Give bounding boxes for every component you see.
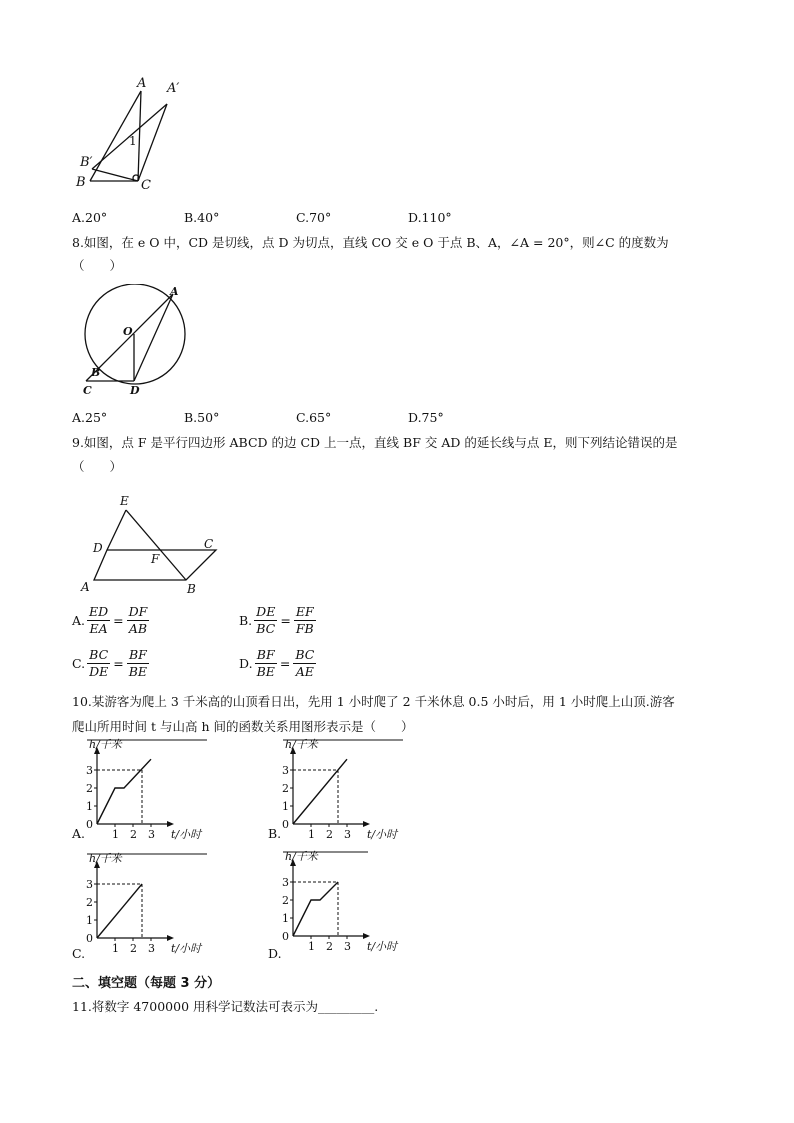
q7-label-B-prime: B′ bbox=[80, 155, 93, 170]
q9-option-d-frac2 bbox=[293, 647, 316, 680]
x-axis-label: t/小时 bbox=[171, 942, 202, 955]
q9-option-a-frac1 bbox=[87, 604, 110, 637]
equals-sign: = bbox=[279, 656, 291, 671]
x-tick-label: 1 bbox=[308, 940, 315, 953]
q8-figure bbox=[78, 284, 198, 400]
function-line bbox=[293, 759, 347, 824]
q9-option-a-frac2 bbox=[127, 604, 150, 637]
q9-option-c-frac1 bbox=[87, 647, 110, 680]
numerator: ED bbox=[89, 604, 109, 619]
x-axis-label: t/小时 bbox=[367, 828, 398, 841]
q7-segment-B-primeC bbox=[92, 169, 138, 181]
x-axis-arrow bbox=[167, 821, 174, 827]
x-tick-label: 1 bbox=[112, 942, 119, 955]
x-axis-arrow bbox=[363, 933, 370, 939]
q9-option-a[interactable] bbox=[72, 604, 149, 637]
x-tick-label: 1 bbox=[112, 828, 119, 841]
function-line bbox=[293, 882, 338, 936]
y-axis-label: h/千米 bbox=[285, 850, 318, 863]
q8-segment-AD bbox=[134, 294, 173, 381]
q9-option-b-frac2 bbox=[294, 604, 316, 637]
q8-option-b[interactable]: B.50° bbox=[184, 410, 220, 425]
function-line bbox=[97, 884, 142, 938]
q7-segment-A-primeC bbox=[138, 104, 167, 181]
y-axis-label: h/千米 bbox=[285, 738, 318, 751]
q9-segment-EB bbox=[126, 510, 186, 580]
q9-option-c-frac2 bbox=[127, 647, 149, 680]
q9-option-b[interactable] bbox=[239, 604, 316, 637]
x-tick-label: 3 bbox=[148, 942, 155, 955]
q11-text: 11.将数字 4700000 用科学记数法可表示为 bbox=[72, 999, 318, 1014]
q8-option-d[interactable]: D.75° bbox=[408, 410, 444, 425]
y-tick-label: 1 bbox=[86, 800, 93, 813]
q7-figure bbox=[70, 74, 190, 194]
q8-label-O: O bbox=[123, 325, 133, 338]
x-tick-label: 3 bbox=[344, 828, 351, 841]
y-tick-label: 3 bbox=[282, 876, 289, 889]
numerator: BF bbox=[128, 647, 147, 662]
q9-stem: 9.如图，点 F 是平行四边形 ABCD 的边 CD 上一点，直线 BF 交 AD 的延长线与点 E，则下列结论错误的是 bbox=[72, 435, 678, 450]
q8-label-B: B bbox=[91, 366, 101, 379]
function-line bbox=[97, 759, 151, 824]
y-tick-label: 0 bbox=[86, 818, 93, 831]
x-tick-label: 2 bbox=[130, 942, 137, 955]
denominator: AB bbox=[128, 621, 148, 636]
q9-option-c-label: C. bbox=[72, 656, 86, 671]
q8-option-a[interactable]: A.25° bbox=[72, 410, 108, 425]
y-tick-label: 1 bbox=[86, 914, 93, 927]
y-tick-label: 1 bbox=[282, 800, 289, 813]
x-axis-arrow bbox=[363, 821, 370, 827]
q10-graph-a bbox=[72, 738, 242, 846]
y-tick-label: 0 bbox=[282, 818, 289, 831]
y-tick-label: 2 bbox=[86, 896, 93, 909]
denominator: AE bbox=[295, 664, 314, 679]
q8-answer-bracket: （ ） bbox=[72, 258, 123, 273]
q10-option-a[interactable]: A. bbox=[72, 826, 86, 841]
equals-sign: = bbox=[113, 613, 124, 628]
q10-option-b[interactable]: B. bbox=[268, 826, 282, 841]
q11-answer-blank[interactable]: _________. bbox=[318, 999, 379, 1014]
q7-label-B: B bbox=[76, 175, 86, 190]
q9-segment-DE bbox=[107, 510, 126, 550]
q9-label-B: B bbox=[187, 582, 196, 596]
q9-option-c[interactable] bbox=[72, 647, 149, 680]
q8-option-c[interactable]: C.65° bbox=[296, 410, 332, 425]
y-tick-label: 3 bbox=[86, 764, 93, 777]
denominator: FB bbox=[295, 621, 314, 636]
q10-graph-c bbox=[72, 852, 242, 960]
q9-option-d[interactable] bbox=[239, 647, 316, 680]
q10-graph-b bbox=[268, 738, 438, 846]
numerator: EF bbox=[295, 604, 314, 619]
section-2-title: 二、填空题（每题 3 分） bbox=[72, 976, 221, 991]
x-tick-label: 3 bbox=[148, 828, 155, 841]
y-tick-label: 0 bbox=[282, 930, 289, 943]
denominator: BC bbox=[256, 621, 276, 636]
equals-sign: = bbox=[113, 656, 124, 671]
q9-option-b-frac1 bbox=[254, 604, 277, 637]
x-tick-label: 3 bbox=[344, 940, 351, 953]
q7-option-a[interactable]: A.20° bbox=[72, 210, 108, 225]
y-tick-label: 3 bbox=[282, 764, 289, 777]
q9-option-b-label: B. bbox=[239, 613, 253, 628]
denominator: BE bbox=[256, 664, 275, 679]
y-tick-label: 1 bbox=[282, 912, 289, 925]
denominator: EA bbox=[89, 621, 108, 636]
y-tick-label: 2 bbox=[282, 894, 289, 907]
x-tick-label: 2 bbox=[326, 828, 333, 841]
y-tick-label: 0 bbox=[86, 932, 93, 945]
numerator: BC bbox=[295, 647, 315, 662]
q9-label-C: C bbox=[204, 537, 214, 551]
q7-label-C: C bbox=[141, 178, 151, 193]
q9-label-E: E bbox=[120, 494, 129, 508]
x-axis-arrow bbox=[167, 935, 174, 941]
q11-stem bbox=[72, 998, 378, 1015]
q10-graph-d bbox=[268, 850, 438, 958]
q8-label-A: A bbox=[170, 285, 179, 298]
q10-stem-line2: 爬山所用时间 t 与山高 h 间的函数关系用图形表示是（ ） bbox=[72, 719, 414, 734]
x-axis-label: t/小时 bbox=[171, 828, 202, 841]
q7-label-A-prime: A′ bbox=[167, 81, 180, 96]
q7-label-angle1: 1 bbox=[129, 134, 137, 148]
y-tick-label: 2 bbox=[282, 782, 289, 795]
q9-answer-bracket: （ ） bbox=[72, 459, 123, 474]
denominator: DE bbox=[89, 664, 109, 679]
x-tick-label: 2 bbox=[326, 940, 333, 953]
q9-option-a-label: A. bbox=[72, 613, 86, 628]
q9-figure bbox=[76, 490, 226, 600]
denominator: BE bbox=[128, 664, 148, 679]
q8-stem: 8.如图，在 e O 中，CD 是切线，点 D 为切点，直线 CO 交 e O 于点 B、A，∠A = 20°，则∠C 的度数为 bbox=[72, 235, 669, 250]
q9-label-A: A bbox=[81, 580, 90, 594]
q8-label-D: D bbox=[130, 384, 140, 397]
y-tick-label: 3 bbox=[86, 878, 93, 891]
q7-option-d[interactable]: D.110° bbox=[408, 210, 452, 225]
q9-option-d-frac1 bbox=[255, 647, 277, 680]
numerator: DF bbox=[128, 604, 148, 619]
q10-stem-line1: 10.某游客为爬上 3 千米高的山顶看日出，先用 1 小时爬了 2 千米休息 0.5 小时后，用 1 小时爬上山顶.游客 bbox=[72, 694, 675, 709]
y-tick-label: 2 bbox=[86, 782, 93, 795]
x-tick-label: 1 bbox=[308, 828, 315, 841]
numerator: DE bbox=[256, 604, 276, 619]
q7-option-b[interactable]: B.40° bbox=[184, 210, 220, 225]
numerator: BC bbox=[89, 647, 109, 662]
q7-segment-AC bbox=[138, 91, 141, 181]
x-tick-label: 2 bbox=[130, 828, 137, 841]
y-axis-label: h/千米 bbox=[89, 738, 122, 751]
equals-sign: = bbox=[280, 613, 291, 628]
q9-label-D: D bbox=[93, 541, 103, 555]
q7-option-c[interactable]: C.70° bbox=[296, 210, 332, 225]
q10-option-d[interactable]: D. bbox=[268, 946, 282, 961]
q7-label-A: A bbox=[137, 76, 147, 91]
q9-option-d-label: D. bbox=[239, 656, 253, 671]
q8-label-C: C bbox=[83, 384, 92, 397]
q10-option-c[interactable]: C. bbox=[72, 946, 86, 961]
x-axis-label: t/小时 bbox=[367, 940, 398, 953]
y-axis-label: h/千米 bbox=[89, 852, 122, 865]
numerator: BF bbox=[256, 647, 275, 662]
q9-label-F: F bbox=[151, 552, 160, 566]
